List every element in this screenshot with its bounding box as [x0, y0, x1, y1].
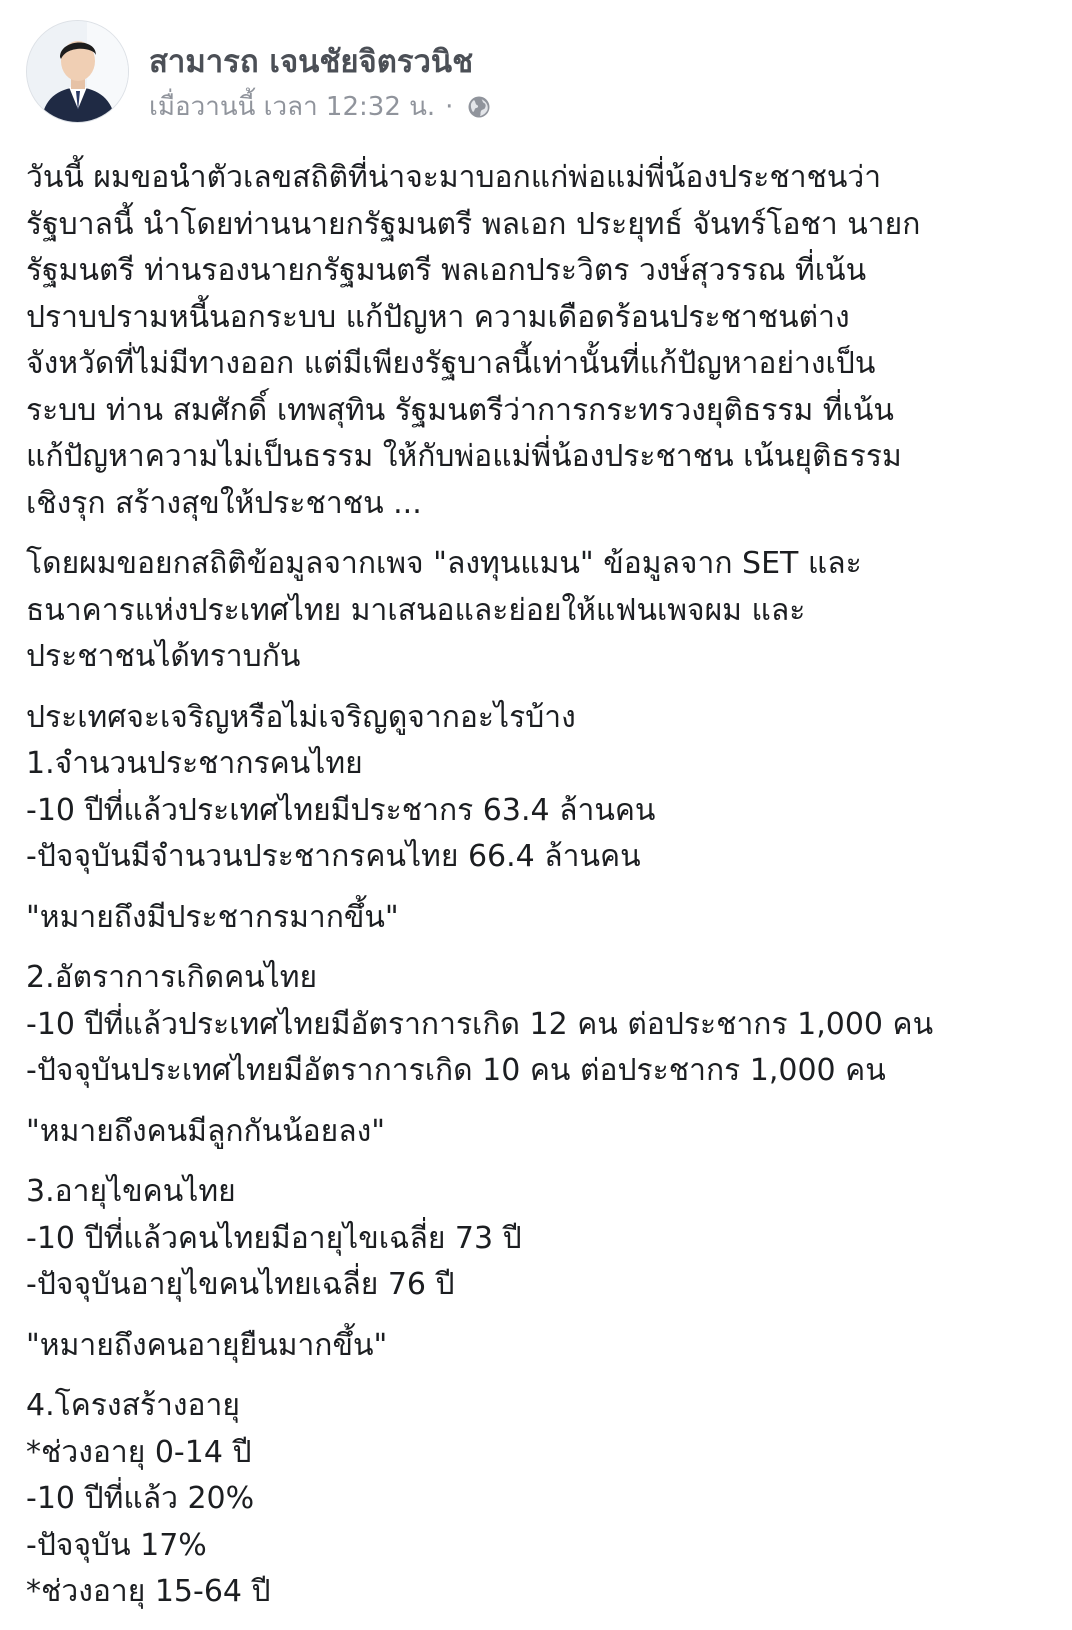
post-text-line: "หมายถึงมีประชากรมากขึ้น": [26, 899, 399, 935]
post-text-line: รัฐบาลนี้ นำโดยท่านนายกรัฐมนตรี พลเอก ประยุทธ์ จันทร์โอชา นายก: [26, 206, 921, 242]
post-paragraph: [26, 541, 1051, 681]
post-text-line: *ช่วงอายุ 15-64 ปี: [26, 1574, 271, 1609]
post-author-name[interactable]: สามารถ เจนชัยจิตรวนิช: [149, 44, 474, 80]
meta-separator: ·: [445, 91, 454, 122]
post-paragraph: [26, 1323, 1051, 1370]
post-text-line: -ปัจจุบันประเทศไทยมีอัตราการเกิด 10 คน ต่อประชากร 1,000 คน: [26, 1053, 886, 1088]
post-text-line: 2.อัตราการเกิดคนไทย: [26, 960, 318, 995]
post-body: [26, 155, 1051, 1630]
post-text-line: 4.โครงสร้างอายุ: [26, 1388, 240, 1423]
post-meta: [149, 86, 491, 127]
post-text-line: 3.อายุไขคนไทย: [26, 1174, 236, 1209]
post-timestamp[interactable]: เมื่อวานนี้ เวลา 12:32 น.: [149, 92, 436, 122]
avatar[interactable]: [26, 20, 129, 123]
post-text-line: "หมายถึงคนมีลูกกันน้อยลง": [26, 1113, 386, 1149]
post-text-line: ระบบ ท่าน สมศักดิ์ เทพสุทิน รัฐมนตรีว่าการกระทรวงยุติธรรม ที่เน้น: [26, 392, 894, 428]
globe-icon[interactable]: [467, 95, 491, 119]
post-header: [26, 20, 1046, 130]
post-paragraph: [26, 895, 1051, 942]
post-text-line: -10 ปีที่แล้วประเทศไทยมีอัตราการเกิด 12 คน ต่อประชากร 1,000 คน: [26, 1006, 934, 1042]
post-text-line: เชิงรุก สร้างสุขให้ประชาชน ...: [26, 485, 422, 521]
post-paragraph: [26, 1109, 1051, 1156]
post-text-line: ปราบปรามหนี้นอกระบบ แก้ปัญหา ความเดือดร้อนประชาชนต่าง: [26, 299, 850, 335]
post-text-line: -10 ปีที่แล้วคนไทยมีอายุไขเฉลี่ย 73 ปี: [26, 1220, 522, 1256]
post-text-line: -ปัจจุบันอายุไขคนไทยเฉลี่ย 76 ปี: [26, 1267, 455, 1302]
post-text-line: 1.จำนวนประชากรคนไทย: [26, 746, 363, 781]
post-text-line: *ช่วงอายุ 0-14 ปี: [26, 1434, 252, 1470]
post-text-line: โดยผมขอยกสถิติข้อมูลจากเพจ "ลงทุนแมน" ข้อมูลจาก SET และ: [26, 546, 862, 581]
post-paragraph: [26, 1169, 1051, 1309]
post-paragraph: [26, 955, 1051, 1095]
post-text-line: -10 ปีที่แล้วประเทศไทยมีประชากร 63.4 ล้านคน: [26, 792, 656, 828]
post-paragraph: [26, 695, 1051, 881]
avatar-image: [27, 21, 129, 123]
post-paragraph: [26, 1383, 1051, 1616]
post-text-line: -ปัจจุบัน 17%: [26, 1527, 207, 1563]
post-text-line: รัฐมนตรี ท่านรองนายกรัฐมนตรี พลเอกประวิตร วงษ์สุวรรณ ที่เน้น: [26, 253, 867, 288]
post-text-line: -ปัจจุบันมีจำนวนประชากรคนไทย 66.4 ล้านคน: [26, 839, 641, 874]
post-text-line: วันนี้ ผมขอนำตัวเลขสถิติที่น่าจะมาบอกแก่พ่อแม่พี่น้องประชาชนว่า: [26, 160, 882, 195]
post-text-line: จังหวัดที่ไม่มีทางออก แต่มีเพียงรัฐบาลนี้เท่านั้นที่แก้ปัญหาอย่างเป็น: [26, 346, 876, 381]
post-text-line: ธนาคารแห่งประเทศไทย มาเสนอและย่อยให้แฟนเพจผม และ: [26, 592, 806, 628]
post-paragraph: [26, 155, 1051, 527]
post-text-line: ประเทศจะเจริญหรือไม่เจริญดูจากอะไรบ้าง: [26, 699, 576, 735]
post-text-line: "หมายถึงคนอายุยืนมากขึ้น": [26, 1327, 388, 1363]
post-text-line: ประชาชนได้ทราบกัน: [26, 639, 301, 674]
post-text-line: -10 ปีที่แล้ว 20%: [26, 1481, 255, 1516]
post-text-line: แก้ปัญหาความไม่เป็นธรรม ให้กับพ่อแม่พี่น้องประชาชน เน้นยุติธรรม: [26, 439, 902, 474]
